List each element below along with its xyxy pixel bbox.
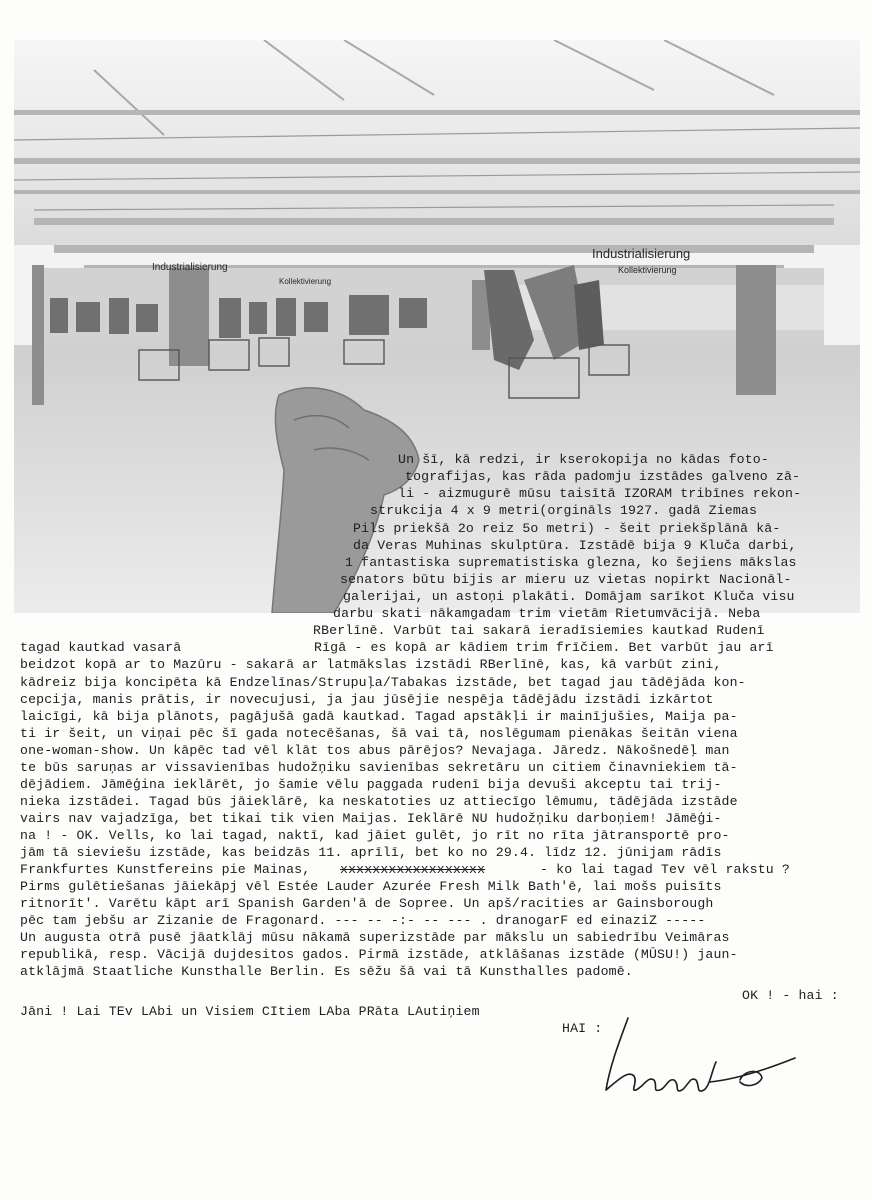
banner-sign-left: Industrialisierung	[152, 262, 228, 273]
banner-sign-right: Industrialisierung	[592, 246, 691, 261]
letter-line-16: laicīgi, kā bija plānots, pagājušā gadā kautkad. Tagad apstākļi ir mainījušies, Maija pa-	[20, 709, 738, 724]
letter-line-2: tografijas, kas rāda padomju izstādes galveno zā-	[405, 469, 801, 484]
letter-hai: HAI :	[562, 1021, 603, 1036]
letter-line-12b: Rīgā - es kopā ar kādiem trim frīčiem. Bet varbūt jau arī	[314, 640, 774, 655]
letter-line-22: vairs nav vajadzīga, bet tikai tik vien Maijas. Ieklārē NU hudožņiku darboņiem! Jāmēģi-	[20, 811, 722, 826]
letter-line-25b: - ko lai tagad Tev vēl rakstu ?	[540, 862, 790, 877]
letter-line-9: galerijai, un astoņi plakāti. Domājam sarīkot Kluča visu	[343, 589, 795, 604]
letter-line-14: kādreiz bija koncipēta kā Endzelīnas/Strupuļa/Tabakas izstāde, bet tagad jau tādējāda kon-	[20, 675, 746, 690]
letter-line-4: strukcija 4 x 9 metri(orgināls 1927. gadā Ziemas	[370, 503, 758, 518]
letter-line-25-struck: xxxxxxxxxxxxxxxxxx	[340, 862, 486, 877]
letter-line-8: senators būtu bijis ar mieru uz vietas nopirkt Nacionāl-	[340, 572, 792, 587]
letter-closing: OK ! - hai :	[742, 988, 839, 1003]
letter-line-5: Pils priekšā 2o reiz 5o metri) - šeit priekšplānā kā-	[353, 521, 781, 536]
letter-line-31: atklājmā Staatliche Kunsthalle Berlin. Es sēžu šā vai tā Kunsthalles padomē.	[20, 964, 633, 979]
letter-line-11: RBerlīnē. Varbūt tai sakarā ieradīsiemies kautkad Rudenī	[313, 623, 765, 638]
letter-line-25a: Frankfurtes Kunstfereins pie Mainas,	[20, 862, 311, 877]
letter-line-15: cepcija, manis prātis, ir novecujusi, ja jau jūsējie nespēja tādējādu izstādi izkārtot	[20, 692, 714, 707]
letter-line-13: beidzot kopā ar to Mazūru - sakarā ar latmākslas izstādi RBerlīnē, kas, kā varbūt zini,	[20, 657, 722, 672]
letter-line-3: li - aizmugurē mūsu taisītā IZORAM tribīnes rekon-	[398, 486, 802, 501]
letter-line-19: te būs saruņas ar vissavienības hudožņiku savienības sekretāru un citiem činavniekiem tā-	[20, 760, 738, 775]
letter-line-17: ti ir šeit, un viņai pēc šī gada notecēšanas, šā vai tā, noslēgumam pienākas šeitān viena	[20, 726, 738, 741]
letter-line-21: nieka izstādei. Tagad būs jāieklārē, ka neskatoties uz attiecīgo lēmumu, tādējāda izstāde	[20, 794, 738, 809]
letter-line-10: darbu skati nākamgadam trim vietām Rietumvācijā. Neba	[333, 606, 761, 621]
letter-line-6: da Veras Muhinas skulptūra. Izstādē bija 9 Kluča darbi,	[353, 538, 797, 553]
letter-line-7: 1 fantastiska suprematistiska glezna, ko šejiens mākslas	[345, 555, 797, 570]
letter-line-26: Pirms gulētiešanas jāiekāpj vēl Estée Lauder Azurée Fresh Milk Bath'ē, lai mošs puisīts	[20, 879, 722, 894]
letter-greeting: Jāni ! Lai TEv LAbi un Visiem CItiem LAba PRāta LAutiņiem	[20, 1004, 480, 1019]
letter-line-24: jām tā sieviešu izstāde, kas beidzās 11. aprīlī, bet ko no 29.4. līdz 12. jūnijam rādīs	[20, 845, 722, 860]
letter-line-18: one-woman-show. Un kāpēc tad vēl klāt tos abus pārējos? Nevajaga. Jāredz. Nākošnedēļ man	[20, 743, 730, 758]
letter-line-27: ritnorīt'. Varētu kāpt arī Spanish Garden'ā de Sopree. Un apš/racities ar Gainsborough	[20, 896, 714, 911]
handwritten-signature	[590, 1010, 800, 1110]
letter-line-1: Un šī, kā redzi, ir kserokopija no kādas foto-	[398, 452, 769, 467]
letter-line-12a: tagad kautkad vasarā	[20, 640, 182, 655]
letter-line-23: na ! - OK. Vells, ko lai tagad, naktī, kad jāiet gulēt, jo rīt no rīta jātransportē pro-	[20, 828, 730, 843]
letter-line-29: Un augusta otrā pusē jāatklāj mūsu nākamā superizstāde par mākslu un sabiedrību Veimāras	[20, 930, 730, 945]
banner-subsign-right: Kollektivierung	[618, 265, 677, 275]
banner-subsign-left: Kollektivierung	[279, 277, 332, 286]
letter-line-30: republikā, resp. Vācijā dujdesitos gados. Pirmā izstāde, atklāšanas izstāde (MŪSU!) jaun-	[20, 947, 738, 962]
letter-line-20: dējādiem. Jāmēģina ieklārēt, jo šamie vēlu paggada rudenī bija devuši akceptu tai trij-	[20, 777, 722, 792]
letter-line-28: pēc tam jebšu ar Zizanie de Fragonard. --- -- -:- -- --- . dranogarF ed einaziZ -----	[20, 913, 706, 928]
